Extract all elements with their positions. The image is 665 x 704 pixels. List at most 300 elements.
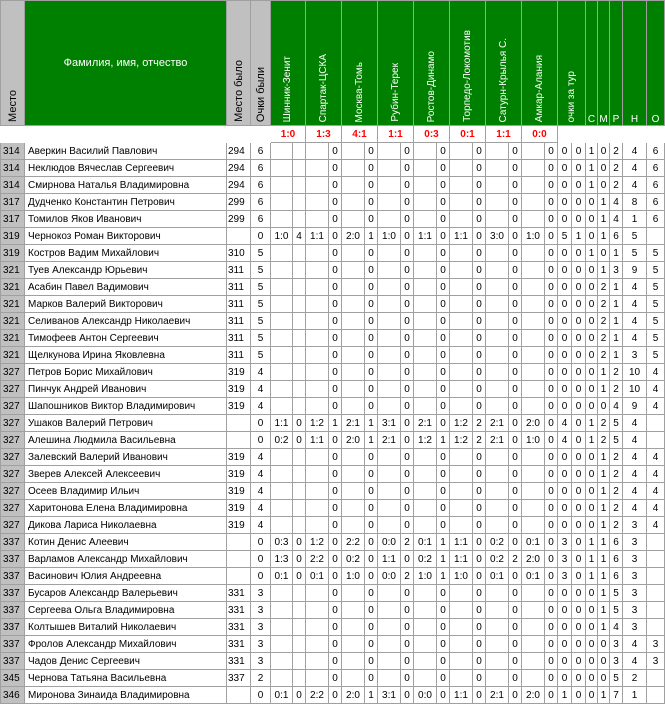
stat-cell: 3 xyxy=(623,551,647,568)
points-before-cell: 3 xyxy=(251,602,271,619)
prediction-points-cell: 0 xyxy=(365,534,378,551)
prediction-cell xyxy=(522,602,545,619)
prediction-points-cell: 0 xyxy=(365,381,378,398)
stat-cell: 0 xyxy=(572,602,586,619)
prediction-points-cell: 0 xyxy=(473,398,486,415)
prediction-cell xyxy=(450,211,473,228)
prediction-cell: 2:0 xyxy=(342,687,365,704)
stat-cell: 0 xyxy=(572,534,586,551)
stat-cell: 2 xyxy=(598,415,610,432)
prediction-cell xyxy=(378,347,401,364)
prediction-points-cell: 0 xyxy=(365,143,378,160)
prediction-cell xyxy=(378,653,401,670)
prediction-cell: 0:1 xyxy=(522,534,545,551)
prediction-cell xyxy=(271,211,293,228)
stat-cell: 5 xyxy=(610,602,623,619)
prediction-points-cell: 0 xyxy=(329,262,342,279)
blank-cell xyxy=(251,126,271,143)
prediction-points-cell: 0 xyxy=(473,330,486,347)
stat-cell: 4 xyxy=(647,449,665,466)
prediction-points-cell xyxy=(293,279,306,296)
tour-points-cell: 0 xyxy=(558,279,572,296)
table-row xyxy=(1,415,665,432)
stat-cell: 0 xyxy=(586,483,598,500)
stat-cell: 0 xyxy=(586,449,598,466)
place-cell: 327 xyxy=(1,381,25,398)
stat-cell xyxy=(647,228,665,245)
prediction-cell xyxy=(486,585,509,602)
prediction-cell xyxy=(486,636,509,653)
stat-cell: 9 xyxy=(623,398,647,415)
prediction-points-cell: 0 xyxy=(329,228,342,245)
prediction-cell xyxy=(522,670,545,687)
stat-cell: 4 xyxy=(647,500,665,517)
blank-cell xyxy=(572,126,586,143)
prediction-cell: 1:1 xyxy=(414,228,437,245)
stat-cell: 5 xyxy=(647,347,665,364)
prediction-points-cell: 0 xyxy=(365,602,378,619)
prediction-points-cell: 0 xyxy=(401,381,414,398)
prediction-points-cell: 0 xyxy=(365,296,378,313)
stat-cell: 2 xyxy=(610,364,623,381)
tour-points-cell: 0 xyxy=(558,177,572,194)
stat-cell: 5 xyxy=(610,670,623,687)
prediction-points-cell: 0 xyxy=(401,313,414,330)
prediction-points-cell xyxy=(293,364,306,381)
stat-cell: 0 xyxy=(598,653,610,670)
stat-cell: 5 xyxy=(647,296,665,313)
prediction-cell xyxy=(522,296,545,313)
prediction-cell: 3:0 xyxy=(486,228,509,245)
place-cell: 337 xyxy=(1,602,25,619)
prediction-cell xyxy=(378,313,401,330)
prediction-cell xyxy=(378,517,401,534)
prediction-cell xyxy=(450,296,473,313)
prediction-points-cell: 0 xyxy=(365,551,378,568)
prediction-cell xyxy=(378,500,401,517)
name-cell: Тимофеев Антон Сергеевич xyxy=(25,330,227,347)
prediction-points-cell: 0 xyxy=(509,228,522,245)
prev-place-cell: 331 xyxy=(227,636,251,653)
prediction-cell: 1:1 xyxy=(450,551,473,568)
place-cell: 327 xyxy=(1,483,25,500)
prediction-points-cell: 0 xyxy=(365,279,378,296)
stat-cell: 0 xyxy=(572,687,586,704)
table-row xyxy=(1,551,665,568)
stat-cell: 0 xyxy=(586,313,598,330)
points-before-cell: 4 xyxy=(251,449,271,466)
stat-cell: 1 xyxy=(586,415,598,432)
place-cell: 314 xyxy=(1,143,25,160)
prediction-cell xyxy=(450,619,473,636)
prediction-cell xyxy=(271,619,293,636)
prediction-cell xyxy=(306,313,329,330)
prediction-cell: 2:2 xyxy=(306,687,329,704)
prediction-cell xyxy=(450,279,473,296)
prediction-points-cell: 0 xyxy=(545,670,558,687)
stat-cell: 4 xyxy=(647,381,665,398)
prediction-points-cell: 0 xyxy=(293,534,306,551)
prediction-cell: 1:2 xyxy=(306,415,329,432)
prediction-points-cell: 0 xyxy=(473,279,486,296)
prediction-cell xyxy=(450,381,473,398)
col-header-tour-points: очки за тур xyxy=(558,1,586,126)
prediction-points-cell: 0 xyxy=(401,415,414,432)
points-before-cell: 3 xyxy=(251,619,271,636)
prediction-points-cell: 0 xyxy=(329,602,342,619)
table-row xyxy=(1,194,665,211)
stat-cell: 5 xyxy=(623,228,647,245)
name-cell: Фролов Александр Михайлович xyxy=(25,636,227,653)
stat-cell: 4 xyxy=(647,517,665,534)
prediction-points-cell: 0 xyxy=(329,279,342,296)
prediction-cell xyxy=(450,398,473,415)
stat-cell: 2 xyxy=(610,449,623,466)
prev-place-cell: 331 xyxy=(227,653,251,670)
prediction-points-cell: 0 xyxy=(437,670,450,687)
prediction-cell xyxy=(522,347,545,364)
place-cell: 337 xyxy=(1,551,25,568)
tour-points-cell: 0 xyxy=(558,364,572,381)
prediction-points-cell: 0 xyxy=(365,619,378,636)
stat-cell: 2 xyxy=(610,177,623,194)
name-cell: Чернокоз Роман Викторович xyxy=(25,228,227,245)
stat-cell: 2 xyxy=(610,517,623,534)
prediction-cell: 1:2 xyxy=(414,432,437,449)
stat-cell: 6 xyxy=(647,177,665,194)
place-cell: 337 xyxy=(1,585,25,602)
prediction-points-cell: 1 xyxy=(437,432,450,449)
prediction-points-cell: 0 xyxy=(401,296,414,313)
stat-cell: 4 xyxy=(623,279,647,296)
stat-cell: 0 xyxy=(572,330,586,347)
prediction-cell xyxy=(486,398,509,415)
blank-cell xyxy=(558,126,572,143)
prediction-cell: 1:0 xyxy=(378,228,401,245)
table-row xyxy=(1,262,665,279)
prediction-points-cell: 0 xyxy=(401,398,414,415)
tour-points-cell: 0 xyxy=(558,449,572,466)
prediction-cell xyxy=(522,330,545,347)
prediction-points-cell: 1 xyxy=(365,415,378,432)
stat-cell: 2 xyxy=(610,381,623,398)
points-before-cell: 0 xyxy=(251,551,271,568)
prediction-points-cell: 1 xyxy=(365,228,378,245)
prediction-points-cell: 0 xyxy=(473,143,486,160)
points-before-cell: 2 xyxy=(251,670,271,687)
prediction-cell xyxy=(342,279,365,296)
prediction-cell xyxy=(306,160,329,177)
prediction-cell xyxy=(486,381,509,398)
points-before-cell: 5 xyxy=(251,262,271,279)
prediction-cell xyxy=(522,194,545,211)
place-cell: 321 xyxy=(1,313,25,330)
prediction-points-cell: 0 xyxy=(545,347,558,364)
stat-cell: 4 xyxy=(647,483,665,500)
prediction-points-cell: 1 xyxy=(437,551,450,568)
prediction-points-cell: 1 xyxy=(365,432,378,449)
points-before-cell: 6 xyxy=(251,143,271,160)
table-row xyxy=(1,432,665,449)
stat-cell: 6 xyxy=(647,194,665,211)
stat-cell: 0 xyxy=(586,398,598,415)
prediction-cell: 1:1 xyxy=(450,534,473,551)
prediction-points-cell: 0 xyxy=(509,517,522,534)
match-result-8: 0:0 xyxy=(522,126,558,143)
prediction-points-cell: 0 xyxy=(293,568,306,585)
prediction-points-cell: 0 xyxy=(365,449,378,466)
prediction-points-cell: 1 xyxy=(437,534,450,551)
prediction-cell xyxy=(450,585,473,602)
stat-cell: 1 xyxy=(586,160,598,177)
prediction-points-cell: 0 xyxy=(365,568,378,585)
prediction-points-cell: 0 xyxy=(473,364,486,381)
stat-cell: 1 xyxy=(586,534,598,551)
prediction-cell xyxy=(342,653,365,670)
prediction-points-cell: 0 xyxy=(473,551,486,568)
prediction-points-cell xyxy=(293,245,306,262)
stat-cell: 0 xyxy=(586,517,598,534)
stat-cell: 3 xyxy=(623,568,647,585)
stat-cell: 5 xyxy=(647,245,665,262)
prediction-cell xyxy=(271,585,293,602)
prediction-points-cell: 0 xyxy=(509,279,522,296)
stat-cell: 4 xyxy=(623,415,647,432)
stat-cell: 1 xyxy=(623,211,647,228)
prediction-cell xyxy=(306,245,329,262)
stat-cell: 3 xyxy=(623,602,647,619)
prev-place-cell xyxy=(227,534,251,551)
prediction-cell: 1:3 xyxy=(271,551,293,568)
prediction-cell xyxy=(306,262,329,279)
prediction-cell: 2:1 xyxy=(486,687,509,704)
prediction-cell xyxy=(450,347,473,364)
tour-points-cell: 0 xyxy=(558,160,572,177)
prediction-cell: 2:0 xyxy=(522,415,545,432)
prediction-points-cell: 0 xyxy=(509,636,522,653)
prediction-cell xyxy=(450,245,473,262)
table-row xyxy=(1,177,665,194)
place-cell: 317 xyxy=(1,194,25,211)
stat-cell: 1 xyxy=(598,602,610,619)
name-cell: Смирнова Наталья Владимировна xyxy=(25,177,227,194)
prediction-points-cell: 0 xyxy=(509,313,522,330)
prediction-cell xyxy=(414,177,437,194)
prediction-cell xyxy=(522,364,545,381)
name-cell: Селиванов Александр Николаевич xyxy=(25,313,227,330)
prediction-cell xyxy=(342,296,365,313)
stat-cell: 1 xyxy=(610,279,623,296)
prediction-cell xyxy=(342,517,365,534)
prediction-cell xyxy=(522,517,545,534)
prediction-points-cell: 0 xyxy=(509,687,522,704)
stat-cell xyxy=(647,585,665,602)
stat-cell: 0 xyxy=(586,194,598,211)
points-before-cell: 0 xyxy=(251,228,271,245)
prediction-points-cell xyxy=(293,466,306,483)
blank-cell xyxy=(227,126,251,143)
stat-cell: 2 xyxy=(623,670,647,687)
prediction-points-cell: 0 xyxy=(437,296,450,313)
prediction-cell xyxy=(450,500,473,517)
stat-cell: 0 xyxy=(586,500,598,517)
prediction-points-cell: 0 xyxy=(365,160,378,177)
prediction-cell xyxy=(342,143,365,160)
prediction-cell: 0:1 xyxy=(306,568,329,585)
prediction-cell xyxy=(414,670,437,687)
prev-place-cell: 311 xyxy=(227,279,251,296)
stat-cell: 2 xyxy=(610,466,623,483)
prediction-cell xyxy=(522,483,545,500)
prediction-points-cell: 0 xyxy=(545,211,558,228)
prediction-cell: 0:1 xyxy=(414,534,437,551)
prediction-cell xyxy=(450,466,473,483)
stat-cell: 2 xyxy=(598,432,610,449)
stat-cell: 1 xyxy=(610,347,623,364)
prediction-cell xyxy=(522,466,545,483)
prediction-points-cell: 0 xyxy=(437,483,450,500)
prediction-cell: 2:0 xyxy=(522,551,545,568)
table-row xyxy=(1,568,665,585)
prediction-cell xyxy=(342,670,365,687)
points-before-cell: 4 xyxy=(251,517,271,534)
stat-cell: 3 xyxy=(610,636,623,653)
blank-cell xyxy=(610,126,623,143)
prediction-cell xyxy=(342,211,365,228)
prediction-points-cell: 0 xyxy=(293,415,306,432)
prediction-cell: 1:0 xyxy=(414,568,437,585)
prediction-points-cell: 0 xyxy=(365,245,378,262)
prediction-cell xyxy=(486,364,509,381)
col-header-place: Место xyxy=(1,1,25,126)
prediction-points-cell: 0 xyxy=(293,551,306,568)
stat-cell: 0 xyxy=(586,211,598,228)
prediction-points-cell xyxy=(293,211,306,228)
prev-place-cell: 311 xyxy=(227,262,251,279)
prediction-points-cell: 0 xyxy=(329,636,342,653)
prediction-points-cell xyxy=(293,296,306,313)
prediction-points-cell: 0 xyxy=(329,551,342,568)
prediction-points-cell: 0 xyxy=(365,262,378,279)
place-cell: 327 xyxy=(1,415,25,432)
prediction-points-cell: 0 xyxy=(329,143,342,160)
prediction-points-cell: 0 xyxy=(437,500,450,517)
prediction-cell xyxy=(378,670,401,687)
prediction-points-cell xyxy=(293,517,306,534)
prediction-cell xyxy=(306,381,329,398)
prediction-points-cell: 0 xyxy=(473,347,486,364)
prediction-cell xyxy=(342,483,365,500)
prediction-cell xyxy=(414,483,437,500)
prediction-points-cell xyxy=(293,313,306,330)
prediction-points-cell: 0 xyxy=(473,313,486,330)
prediction-cell xyxy=(306,517,329,534)
prediction-points-cell: 2 xyxy=(401,568,414,585)
stat-cell: 1 xyxy=(598,517,610,534)
prediction-cell xyxy=(414,194,437,211)
place-cell: 321 xyxy=(1,279,25,296)
name-cell: Дикова Лариса Николаевна xyxy=(25,517,227,534)
stat-cell: 0 xyxy=(586,466,598,483)
prediction-cell xyxy=(271,279,293,296)
tour-points-cell: 4 xyxy=(558,415,572,432)
prediction-points-cell: 0 xyxy=(401,245,414,262)
prediction-cell xyxy=(271,483,293,500)
points-before-cell: 5 xyxy=(251,347,271,364)
prediction-points-cell: 0 xyxy=(509,483,522,500)
prediction-points-cell: 0 xyxy=(509,177,522,194)
blank-cell xyxy=(1,126,25,143)
place-cell: 327 xyxy=(1,466,25,483)
prediction-points-cell: 0 xyxy=(437,330,450,347)
prediction-points-cell: 0 xyxy=(329,194,342,211)
prediction-cell: 0:1 xyxy=(271,568,293,585)
prediction-cell xyxy=(414,653,437,670)
table-row xyxy=(1,636,665,653)
place-cell: 321 xyxy=(1,330,25,347)
prediction-cell xyxy=(414,245,437,262)
prediction-points-cell: 0 xyxy=(545,313,558,330)
prediction-cell xyxy=(378,619,401,636)
prev-place-cell xyxy=(227,415,251,432)
table-row xyxy=(1,585,665,602)
results-row xyxy=(1,126,665,143)
stat-cell: 0 xyxy=(572,466,586,483)
prediction-points-cell: 0 xyxy=(401,449,414,466)
stat-cell: 4 xyxy=(623,177,647,194)
col-header-match-1: Шинник-Зенит xyxy=(271,1,306,126)
prediction-points-cell: 0 xyxy=(365,670,378,687)
prediction-cell xyxy=(522,398,545,415)
prediction-cell xyxy=(486,483,509,500)
blank-cell xyxy=(623,126,647,143)
prediction-cell xyxy=(378,466,401,483)
prediction-cell xyxy=(271,602,293,619)
stat-cell: 0 xyxy=(572,517,586,534)
prediction-cell: 0:3 xyxy=(271,534,293,551)
stat-cell: 0 xyxy=(586,279,598,296)
prediction-points-cell: 0 xyxy=(365,330,378,347)
prediction-points-cell: 0 xyxy=(545,160,558,177)
prediction-cell: 2:1 xyxy=(378,432,401,449)
prediction-points-cell: 1 xyxy=(365,687,378,704)
prediction-points-cell: 0 xyxy=(473,160,486,177)
prediction-points-cell: 0 xyxy=(329,160,342,177)
prediction-cell xyxy=(486,211,509,228)
prediction-cell xyxy=(271,517,293,534)
points-before-cell: 0 xyxy=(251,687,271,704)
prediction-points-cell: 0 xyxy=(329,517,342,534)
prediction-points-cell: 0 xyxy=(401,653,414,670)
stat-cell: 0 xyxy=(572,313,586,330)
prediction-points-cell xyxy=(293,381,306,398)
prediction-cell: 1:1 xyxy=(378,551,401,568)
prediction-points-cell: 0 xyxy=(473,245,486,262)
prediction-points-cell: 0 xyxy=(473,449,486,466)
stat-cell: 4 xyxy=(623,449,647,466)
stat-cell: 2 xyxy=(610,500,623,517)
prediction-points-cell: 0 xyxy=(509,653,522,670)
prediction-points-cell: 0 xyxy=(329,313,342,330)
points-before-cell: 5 xyxy=(251,330,271,347)
stat-cell: 0 xyxy=(598,160,610,177)
prediction-cell xyxy=(306,483,329,500)
place-cell: 327 xyxy=(1,364,25,381)
points-before-cell: 4 xyxy=(251,466,271,483)
stat-cell: 4 xyxy=(623,296,647,313)
stat-cell: 0 xyxy=(598,636,610,653)
stat-cell: 0 xyxy=(586,670,598,687)
